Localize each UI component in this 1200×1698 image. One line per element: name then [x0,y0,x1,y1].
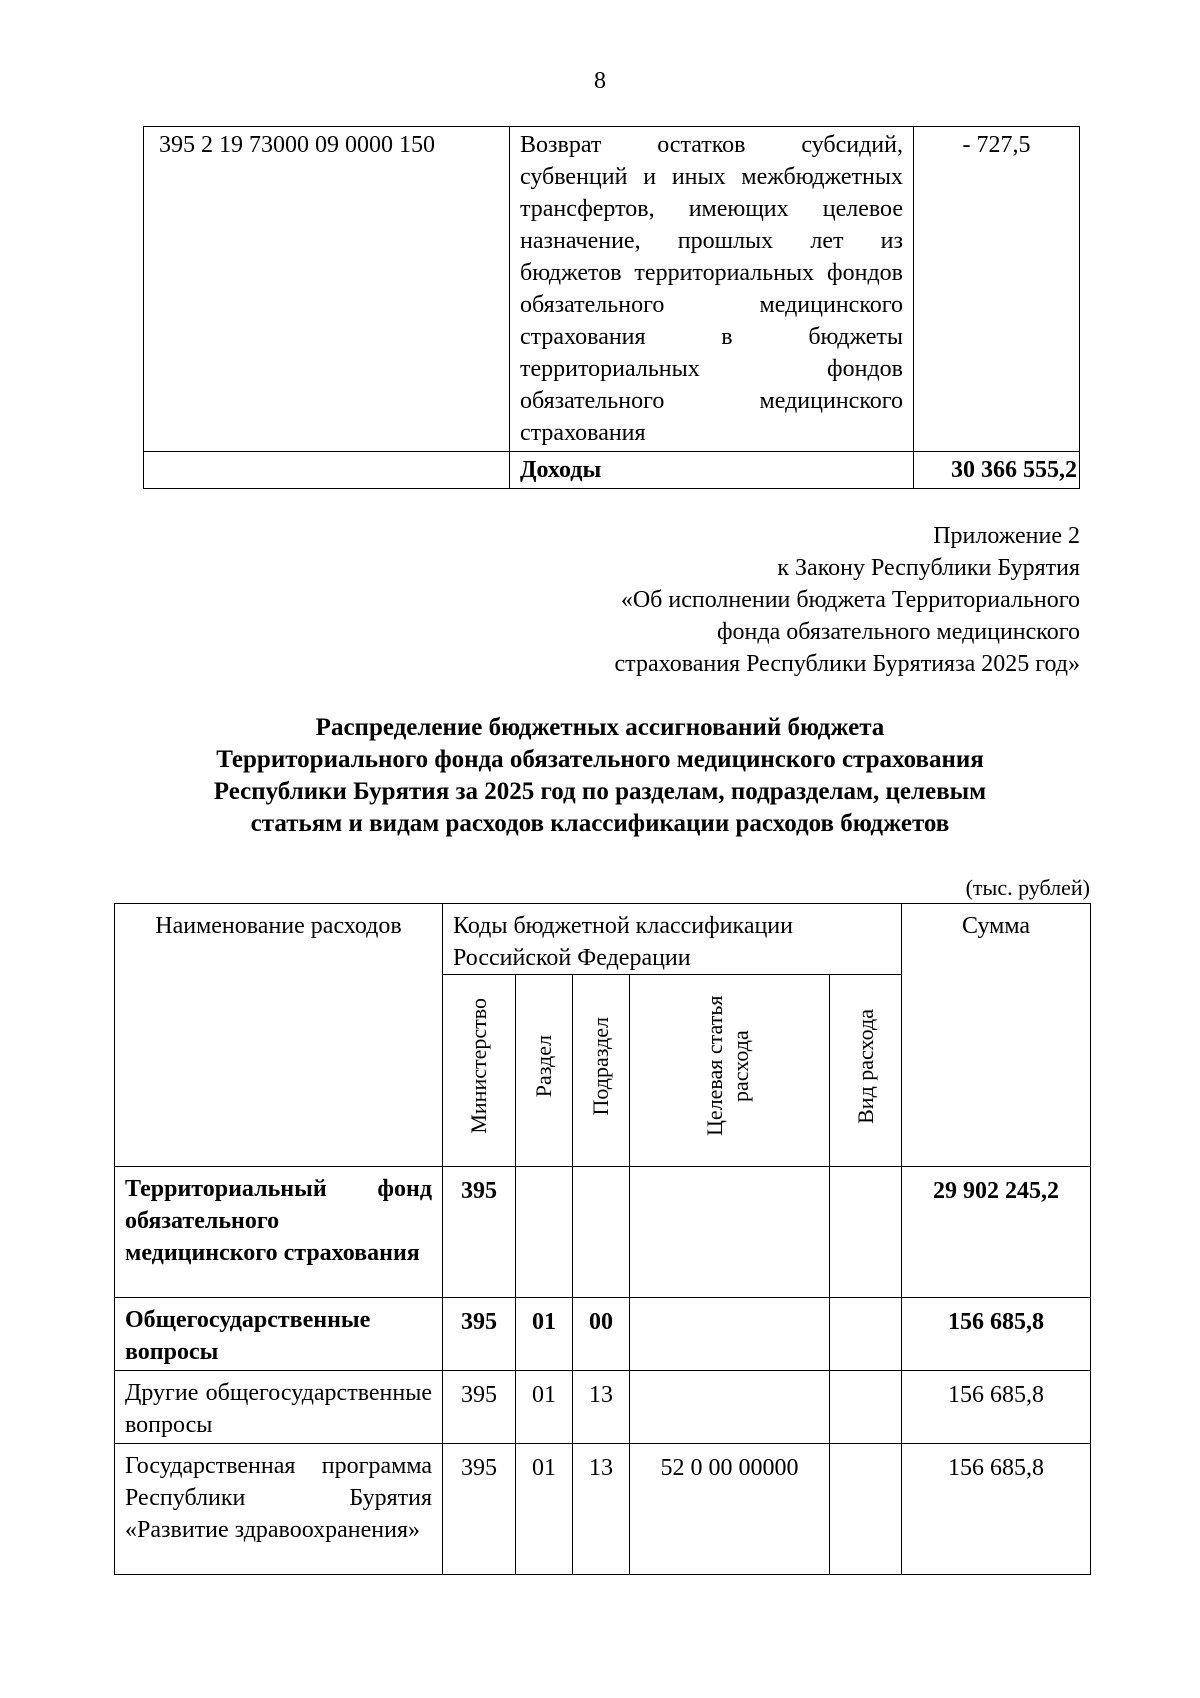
row-name: Общегосударственные вопросы [115,1298,443,1371]
row-name: Государственная программа Республики Бурятия «Развитие здравоохранения» [115,1444,443,1575]
table-row [115,1371,1091,1444]
title-line: Распределение бюджетных ассигнований бюджета [315,714,885,741]
row-section: 01 [516,1298,573,1371]
appendix-line: Приложение 2 [933,523,1080,549]
revenue-total-label: Доходы [510,452,914,489]
row-ministry: 395 [443,1298,516,1371]
row-kind [830,1371,902,1444]
header-ministry: Министерство [443,975,516,1167]
row-section: 01 [516,1371,573,1444]
row-sum: 156 685,8 [902,1444,1091,1575]
revenue-sum-cell: - 727,5 [914,127,1080,452]
revenue-table-continuation [143,126,1080,489]
row-target [630,1167,830,1298]
row-ministry: 395 [443,1371,516,1444]
header-kind: Вид расхода [830,975,902,1167]
row-target [630,1298,830,1371]
row-name: Территориальный фонд обязательного медицинского страхования [115,1167,443,1298]
revenue-total-row [144,452,1080,489]
appendix-line: страхования Республики Бурятияза 2025 год» [614,651,1080,677]
row-name: Другие общегосударственные вопросы [115,1371,443,1444]
row-subsection: 00 [573,1298,630,1371]
table-header-row [115,904,1091,975]
title-line: Территориального фонда обязательного медицинского страхования [216,746,984,773]
row-subsection [573,1167,630,1298]
header-subsection: Подраздел [573,975,630,1167]
expenditure-table [114,903,1091,1575]
row-sum: 29 902 245,2 [902,1167,1091,1298]
row-target [630,1371,830,1444]
row-sum: 156 685,8 [902,1371,1091,1444]
revenue-name-cell: Возврат остатков субсидий, субвенций и иных межбюджетных трансфертов, имеющих целевое назначение, прошлых лет из бюджетов территориальных фондов обязательного медицинского страхования в бюджеты территориальных фондов обязательного медицинского страхования [510,127,914,452]
table-row [144,127,1080,452]
appendix-line: к Закону Республики Бурятия [777,555,1080,581]
title-line: статьям и видам расходов классификации расходов бюджетов [250,810,950,837]
row-section [516,1167,573,1298]
header-sum: Сумма [902,904,1091,1167]
title-line: Республики Бурятия за 2025 год по разделам, подразделам, целевым [213,778,987,805]
header-codes: Коды бюджетной классификации Российской Федерации [443,904,902,975]
header-section: Раздел [516,975,573,1167]
table-row [115,1444,1091,1575]
document-title [120,712,1080,840]
row-ministry: 395 [443,1444,516,1575]
header-name: Наименование расходов [115,904,443,1167]
table-row [115,1298,1091,1371]
row-ministry: 395 [443,1167,516,1298]
unit-note: (тыс. рублей) [965,875,1090,900]
row-kind [830,1167,902,1298]
row-section: 01 [516,1444,573,1575]
row-kind [830,1444,902,1575]
header-target: Целевая статья расхода [630,975,830,1167]
revenue-total-code-cell [144,452,510,489]
appendix-line: фонда обязательного медицинского [716,619,1080,645]
revenue-code-cell: 395 2 19 73000 09 0000 150 [144,127,510,452]
table-row [115,1167,1091,1298]
row-target: 52 0 00 00000 [630,1444,830,1575]
revenue-total-sum: 30 366 555,2 [914,452,1080,489]
row-kind [830,1298,902,1371]
page-number: 8 [594,68,606,94]
row-subsection: 13 [573,1444,630,1575]
row-sum: 156 685,8 [902,1298,1091,1371]
appendix-line: «Об исполнении бюджета Территориального [620,587,1080,613]
row-subsection: 13 [573,1371,630,1444]
appendix-reference [615,520,1080,680]
